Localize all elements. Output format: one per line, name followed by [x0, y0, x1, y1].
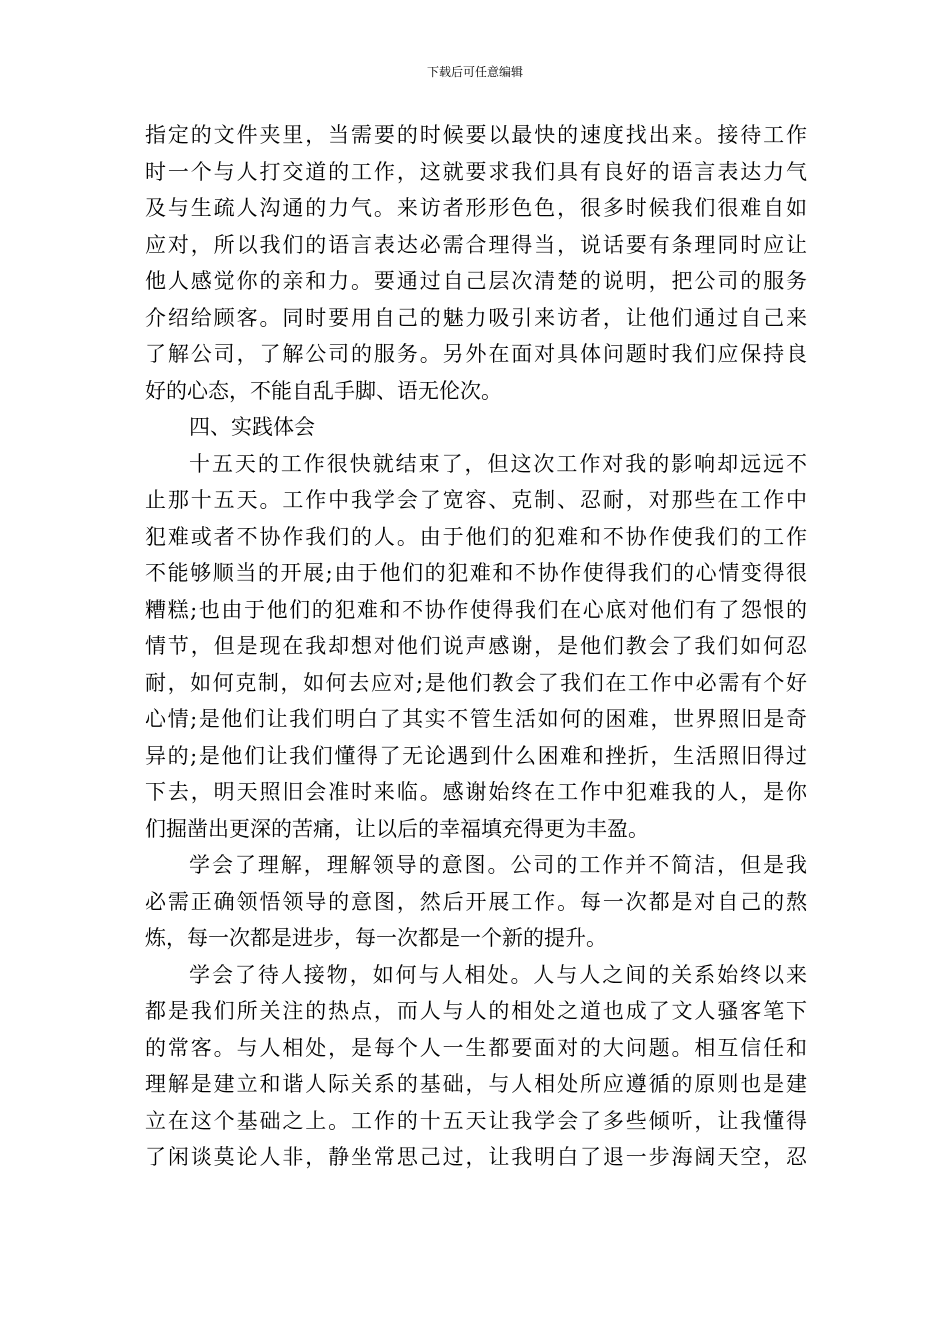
- text-line: 应对，所以我们的语言表达必需合理得当，说话要有条理同时应让: [145, 232, 807, 257]
- text-line: 不能够顺当的开展;由于他们的犯难和不协作使得我们的心情变得很: [145, 561, 807, 585]
- text-line: 指定的文件夹里，当需要的时候要以最快的速度找出来。接待工作: [145, 123, 807, 147]
- text-line: 及与生疏人沟通的力气。来访者形形色色，很多时候我们很难自如: [145, 196, 807, 220]
- text-line: 四、实践体会: [189, 415, 315, 439]
- text-line: 学会了待人接物，如何与人相处。人与人之间的关系始终以来: [189, 962, 807, 987]
- text-line: 止那十五天。工作中我学会了宽容、克制、忍耐，对那些在工作中: [145, 488, 807, 512]
- page-header: 下载后可任意编辑: [426, 65, 523, 79]
- text-line: 情节，但是现在我却想对他们说声感谢，是他们教会了我们如何忍: [145, 634, 807, 658]
- document-body: [145, 117, 807, 1176]
- text-line: 们掘凿出更深的苦痛，让以后的幸福填充得更为丰盈。: [145, 816, 649, 841]
- text-line: 心情;是他们让我们明白了其实不管生活如何的困难，世界照旧是奇: [145, 707, 807, 731]
- text-line: 十五天的工作很快就结束了，但这次工作对我的影响却远远不: [189, 451, 807, 476]
- text-line: 立在这个基础之上。工作的十五天让我学会了多些倾听，让我懂得: [145, 1108, 807, 1133]
- text-line: 都是我们所关注的热点，而人与人的相处之道也成了文人骚客笔下: [145, 999, 807, 1023]
- text-line: 了解公司，了解公司的服务。另外在面对具体问题时我们应保持良: [145, 342, 807, 366]
- text-line: 时一个与人打交道的工作，这就要求我们具有良好的语言表达力气: [145, 159, 807, 184]
- text-line: 炼，每一次都是进步，每一次都是一个新的提升。: [145, 926, 607, 950]
- text-line: 糟糕;也由于他们的犯难和不协作使得我们在心底对他们有了怨恨的: [145, 597, 807, 622]
- text-line: 好的心态，不能自乱手脚、语无伦次。: [145, 378, 502, 403]
- text-line: 耐，如何克制，如何去应对;是他们教会了我们在工作中必需有个好: [145, 670, 807, 695]
- text-line: 异的;是他们让我们懂得了无论遇到什么困难和挫折，生活照旧得过: [145, 743, 807, 768]
- text-line: 了闲谈莫论人非，静坐常思己过，让我明白了退一步海阔天空，忍: [145, 1145, 807, 1169]
- text-line: 介绍给顾客。同时要用自己的魅力吸引来访者，让他们通过自己来: [145, 305, 807, 330]
- text-line: 犯难或者不协作我们的人。由于他们的犯难和不协作使我们的工作: [145, 524, 807, 549]
- text-line: 下去，明天照旧会准时来临。感谢始终在工作中犯难我的人，是你: [145, 780, 807, 804]
- text-line: 的常客。与人相处，是每个人一生都要面对的大问题。相互信任和: [145, 1035, 807, 1060]
- text-line: 理解是建立和谐人际关系的基础，与人相处所应遵循的原则也是建: [145, 1072, 807, 1096]
- text-line: 学会了理解，理解领导的意图。公司的工作并不简洁，但是我: [189, 853, 807, 877]
- text-line: 必需正确领悟领导的意图，然后开展工作。每一次都是对自己的熬: [145, 889, 807, 914]
- text-line: 他人感觉你的亲和力。要通过自己层次清楚的说明，把公司的服务: [145, 269, 807, 293]
